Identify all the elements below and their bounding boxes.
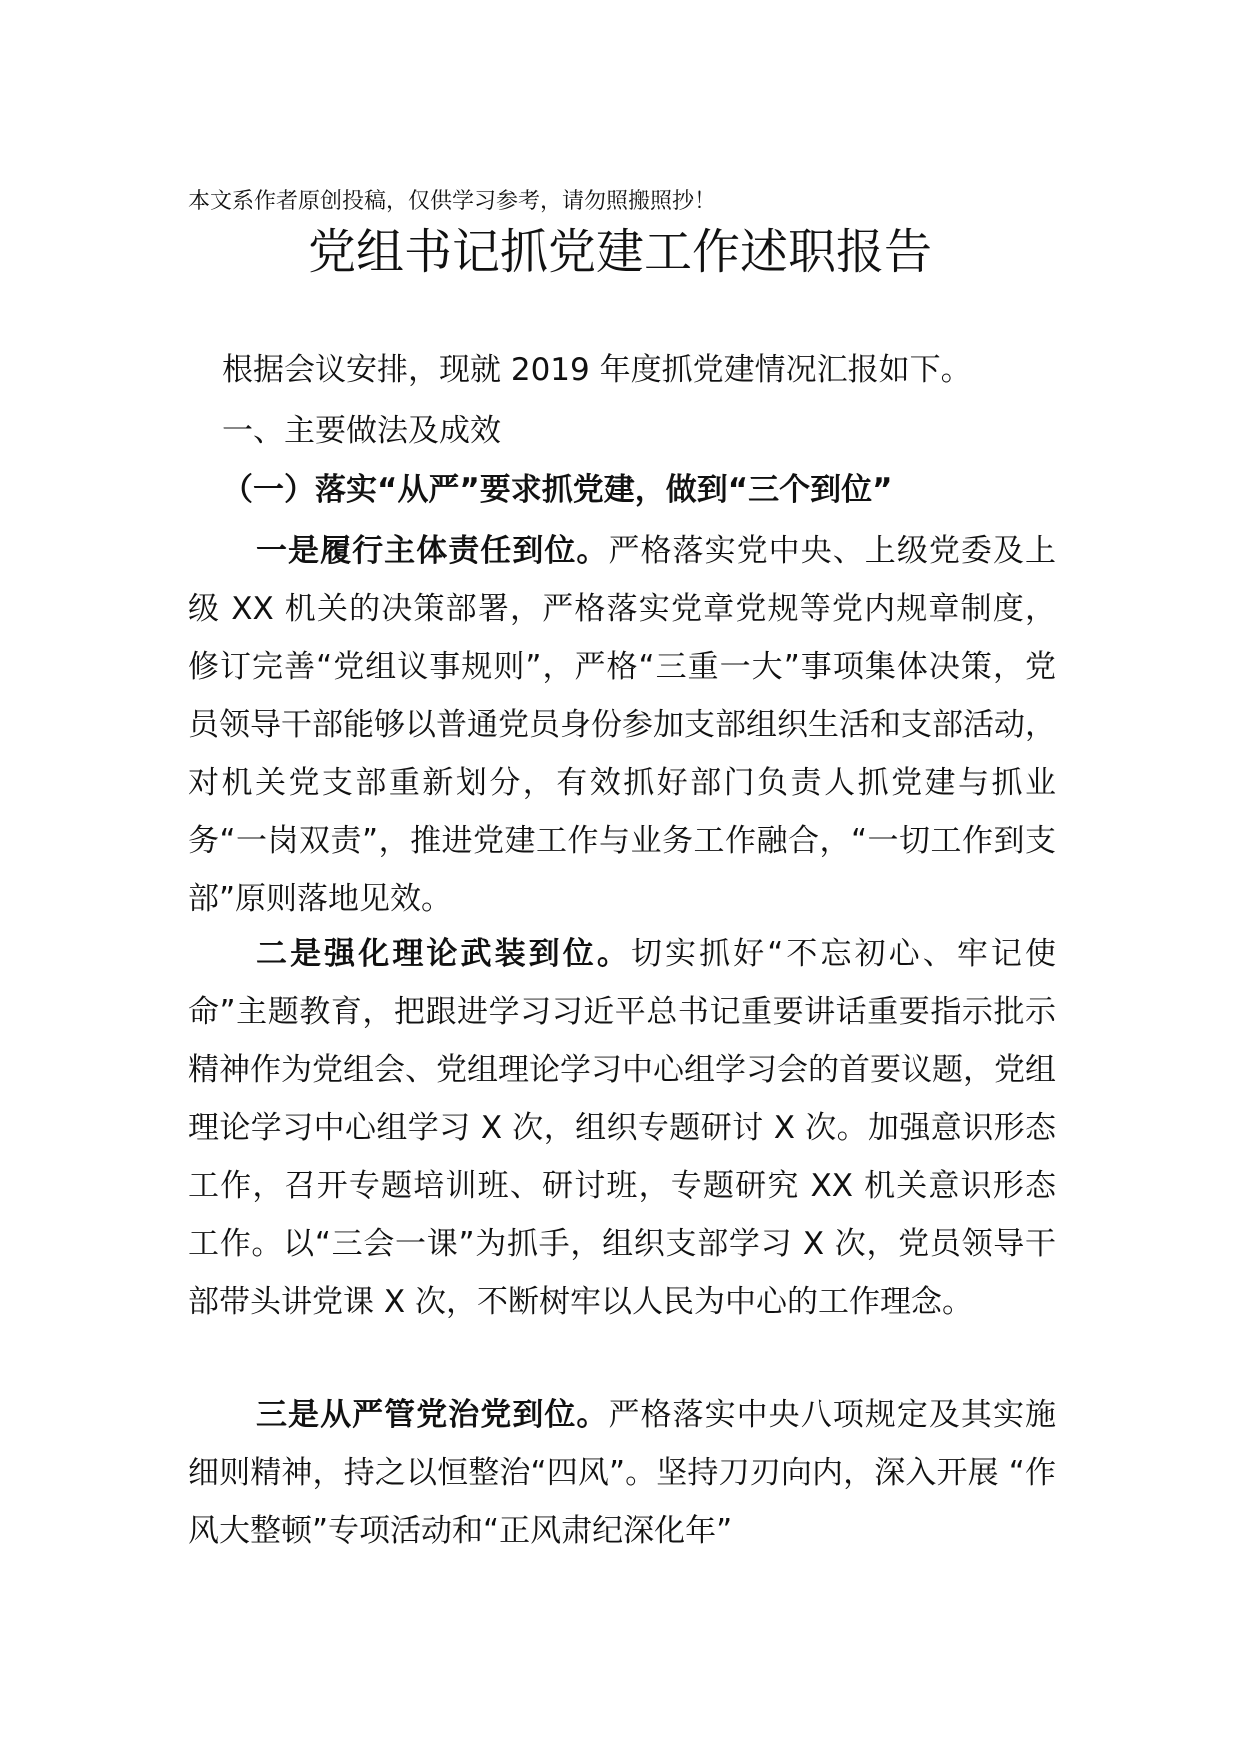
subsection-heading: （一）落实“从严”要求抓党建，做到“三个到位” (222, 472, 893, 508)
paragraph-text: 切实抓好“不忘初心、牢记使命”主题教育，把跟进学习习近平总书记重要讲话重要指示批示精神作为党组会、党组理论学习中心组学习会的首要议题，党组理论学习中心组学习 X 次，组织专题研讨 X 次。加强意识形态工作，召开专题培训班、研讨班，专题研究 XX 机关意识形态工作。以“三会一课”为抓手，组织支部学习 X 次，党员领导干部带头讲党课 X 次，不断树牢以人民为中心的工作理念。 (188, 936, 1057, 1320)
paragraph-text: 严格落实中央八项规定及其实施细则精神，持之以恒整治“四风”。坚持刀刃向内，深入开展 “作风大整顿”专项活动和“正风肃纪深化年” (188, 1397, 1057, 1549)
paragraph-text: 严格落实党中央、上级党委及上级 XX 机关的决策部署，严格落实党章党规等党内规章制度，修订完善“党组议事规则”，严格“三重一大”事项集体决策，党员领导干部能够以普通党员身份参加支部组织生活和支部活动，对机关党支部重新划分，有效抓好部门负责人抓党建与抓业务“一岗双责”，推进党建工作与业务工作融合，“一切工作到支部”原则落地见效。 (188, 533, 1057, 917)
body-paragraph (188, 522, 1056, 928)
body-paragraph (188, 1386, 1056, 1560)
paragraph-lead: 二是强化理论武装到位。 (256, 936, 631, 972)
body-paragraph (188, 925, 1056, 1331)
intro-paragraph: 根据会议安排，现就 2019 年度抓党建情况汇报如下。 (222, 352, 972, 388)
section-heading: 一、主要做法及成效 (222, 413, 501, 449)
paragraph-lead: 三是从严管党治党到位。 (256, 1397, 609, 1433)
paragraph-lead: 一是履行主体责任到位。 (256, 533, 609, 569)
page-title: 党组书记抓党建工作述职报告 (307, 224, 932, 280)
copyright-notice: 本文系作者原创投稿，仅供学习参考，请勿照搬照抄！ (188, 189, 717, 214)
